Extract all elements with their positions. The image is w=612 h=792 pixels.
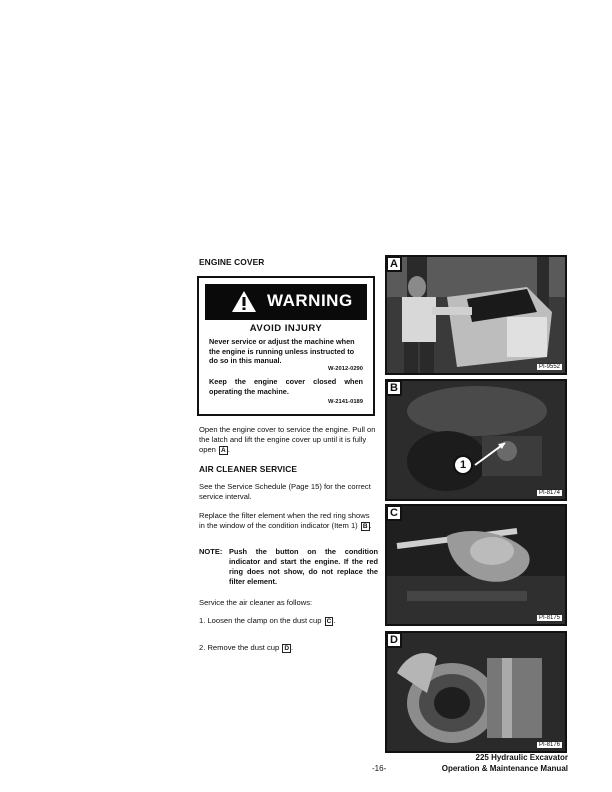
figure-ref-a: A <box>221 447 226 454</box>
warning-code-1: W-2012-0290 <box>327 366 363 372</box>
note-text: Push the button on the condition indicator and start the engine. If the red ring does not show, do not replace the filter element. <box>229 547 378 586</box>
engine-cover-text: Open the engine cover to service the engine. Pull on the latch and lift the engine cover up until it is fully open A . <box>199 425 376 454</box>
warning-code-2: W-2141-0189 <box>327 399 363 405</box>
photo-b-label: B <box>386 380 402 396</box>
warning-text-2: Keep the engine cover closed when operating the machine. <box>209 377 363 396</box>
warning-banner-text: WARNING <box>267 291 353 310</box>
photo-c <box>385 504 567 626</box>
footer-model: 225 Hydraulic Excavator <box>475 753 568 762</box>
callout-1: 1 <box>453 455 473 475</box>
photo-d-image <box>387 633 567 753</box>
step-2: 2. Remove the dust cup D . <box>199 643 294 652</box>
figure-ref-d: D <box>284 645 290 652</box>
photo-d-label: D <box>386 632 402 648</box>
photo-c-code: PI-8175 <box>538 615 560 621</box>
photo-a-code: PI-9552 <box>538 364 560 370</box>
warning-text-1: Never service or adjust the machine when the engine is running unless instructed to do so in this manual. <box>209 337 355 366</box>
note-label: NOTE: <box>199 547 223 556</box>
photo-a <box>385 255 567 375</box>
footer-manual: Operation & Maintenance Manual <box>441 764 568 773</box>
photo-d-code: PI-8176 <box>538 742 560 748</box>
engine-cover-heading: ENGINE COVER <box>199 257 265 267</box>
air-cleaner-para-1: See the Service Schedule (Page 15) for the correct service interval. <box>199 482 371 501</box>
warning-title: AVOID INJURY <box>249 323 323 334</box>
figure-ref-c: C <box>326 618 332 625</box>
step-1: 1. Loosen the clamp on the dust cup C . <box>199 616 336 625</box>
air-cleaner-heading: AIR CLEANER SERVICE <box>199 464 298 474</box>
photo-b <box>385 379 567 501</box>
photo-a-image <box>387 257 567 375</box>
figure-ref-b: B <box>362 523 368 530</box>
service-intro: Service the air cleaner as follows: <box>199 598 313 607</box>
photo-b-image <box>387 381 567 501</box>
photo-b-code: PI-8174 <box>538 490 560 496</box>
page-number: -16- <box>372 764 387 773</box>
warning-triangle-icon <box>231 290 257 313</box>
air-cleaner-para-2: Replace the filter element when the red ring shows in the window of the condition indicator (Item 1) B . <box>199 511 372 530</box>
photo-c-label: C <box>386 505 402 521</box>
photo-d <box>385 631 567 753</box>
photo-c-image <box>387 506 567 626</box>
photo-a-label: A <box>386 256 402 272</box>
warning-banner <box>205 284 367 320</box>
warning-box <box>197 276 375 416</box>
